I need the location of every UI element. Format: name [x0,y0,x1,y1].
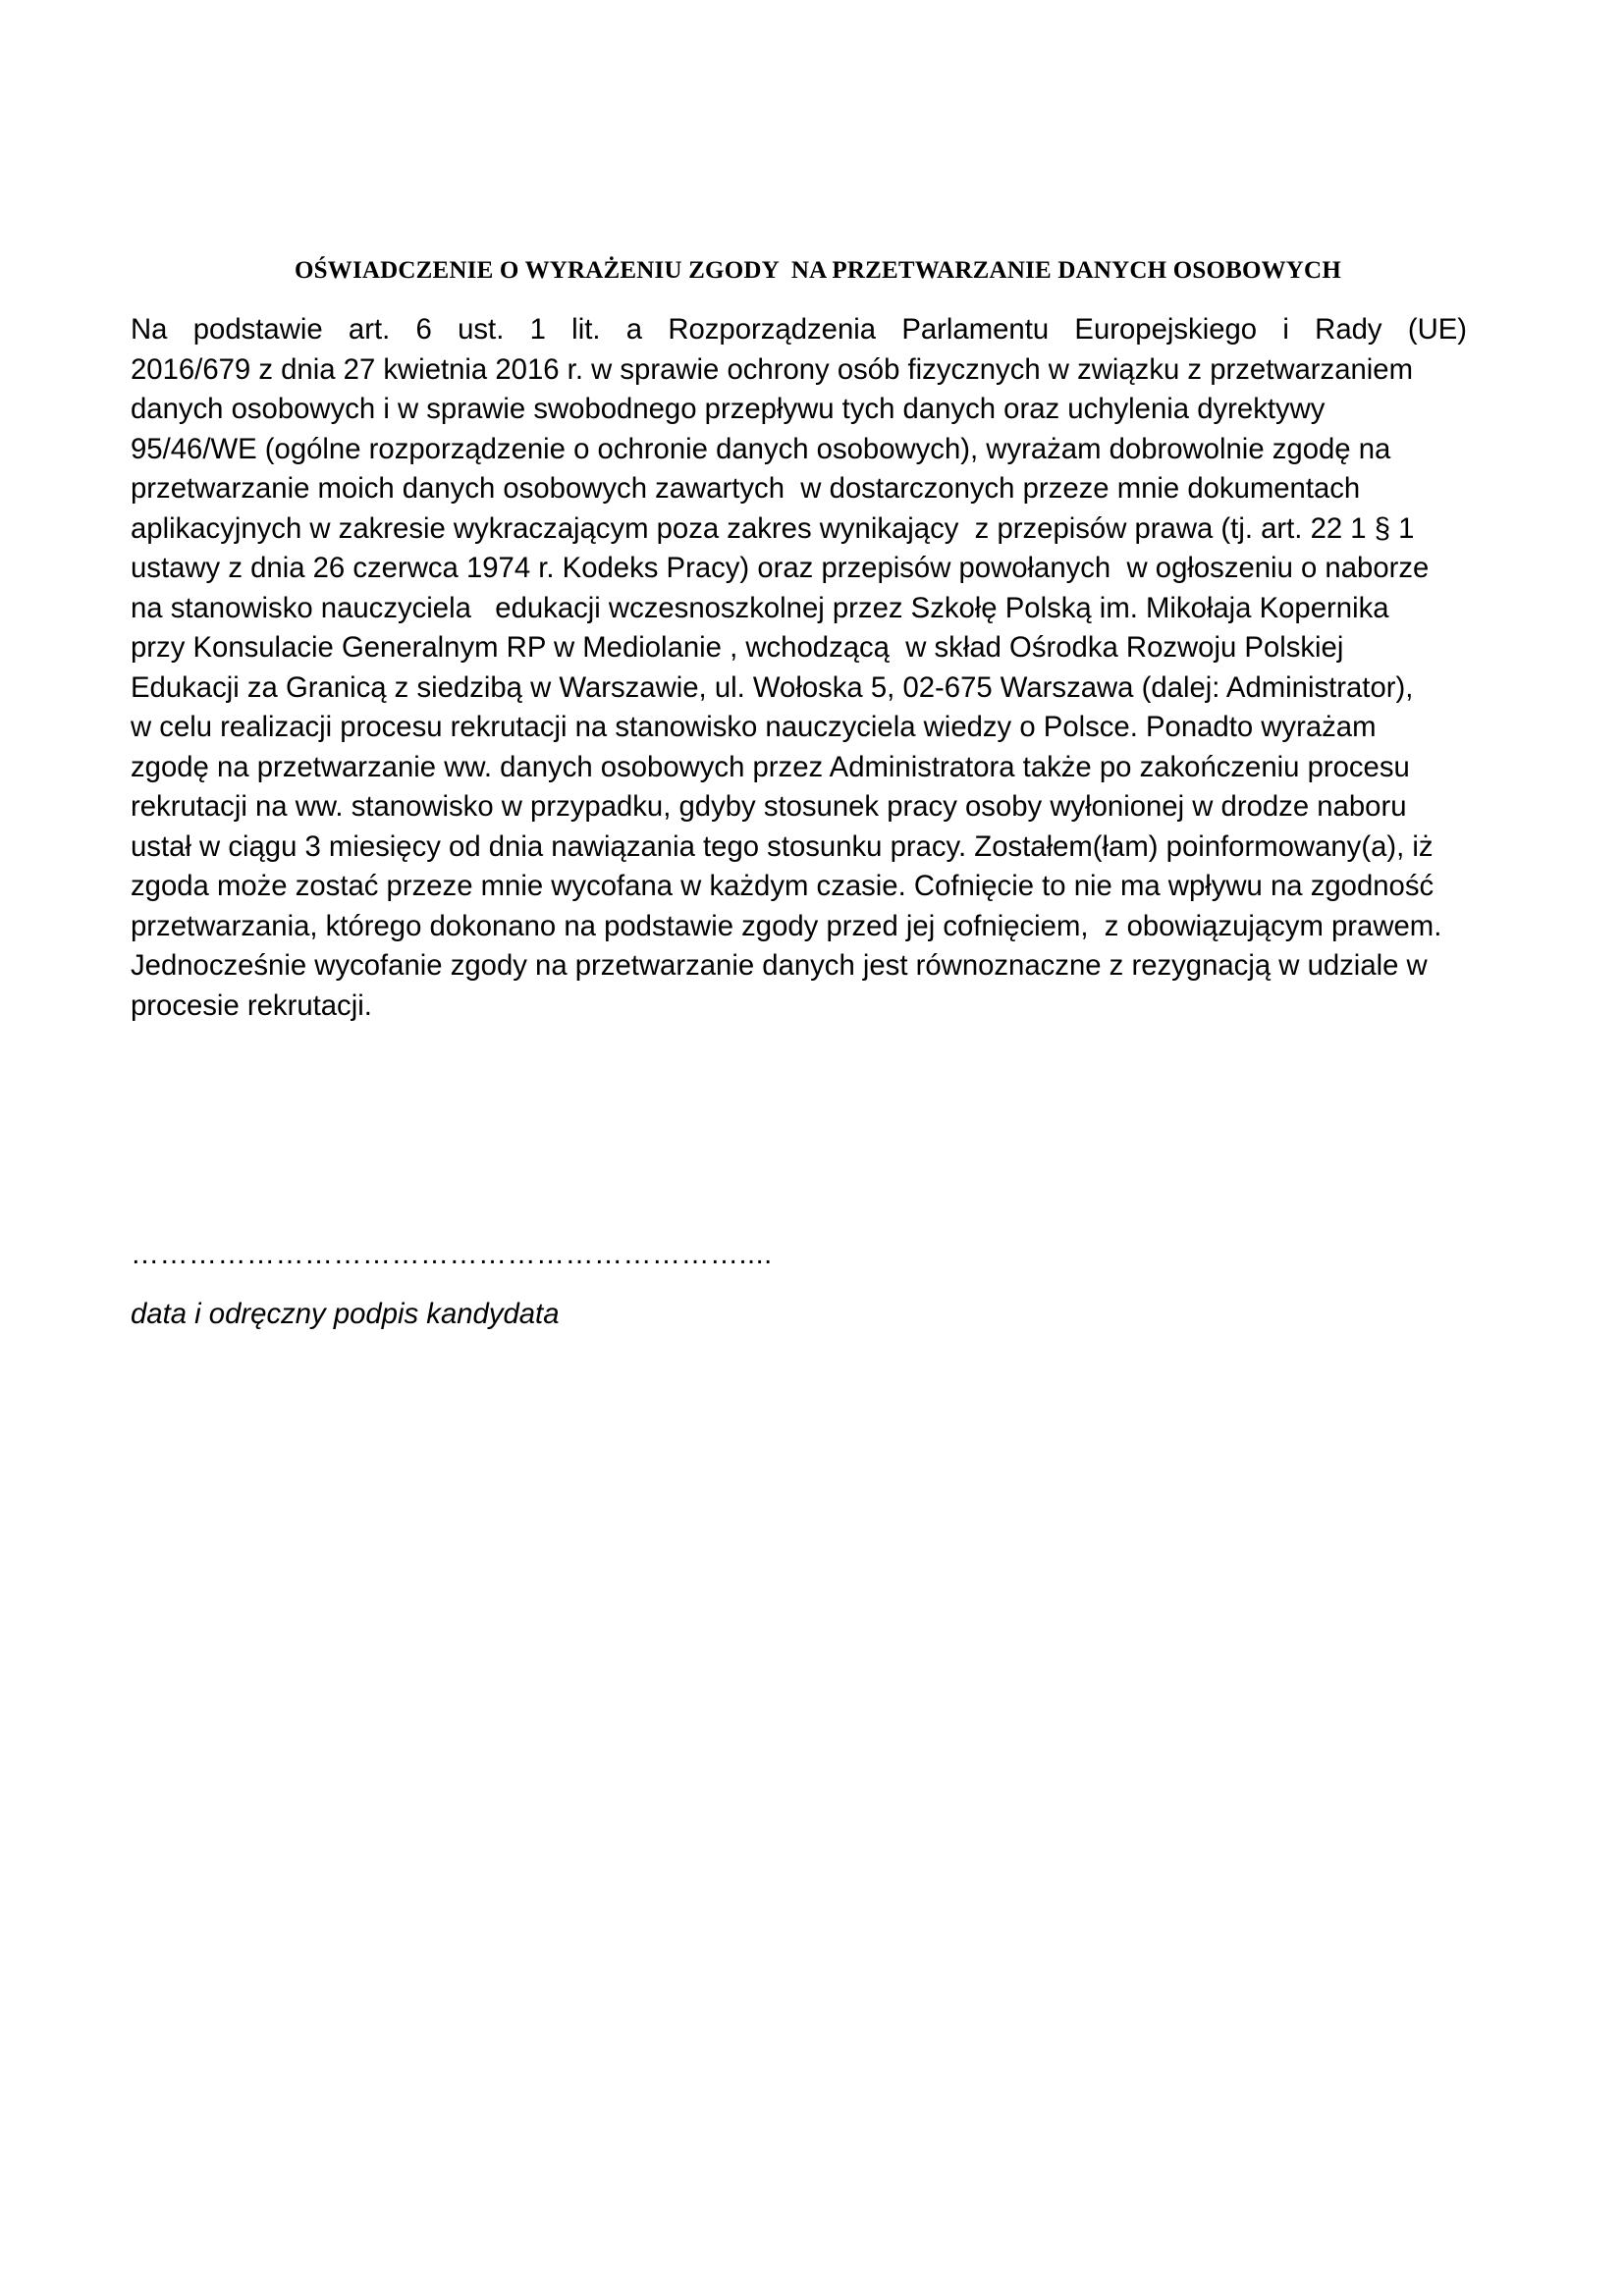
body-line: 2016/679 z dnia 27 kwietnia 2016 r. w sprawie ochrony osób fizycznych w związku z przetwarzaniem [131,352,1413,386]
body-line: przetwarzania, którego dokonano na podstawie zgody przed jej cofnięciem, z obowiązującym prawem. [131,909,1442,942]
body-line: aplikacyjnych w zakresie wykraczającym poza zakres wynikający z przepisów prawa (tj. art. 22 1 § 1 [131,511,1415,545]
signature-line: ……………………………………………………….... [131,1239,773,1270]
signature-caption: data i odręczny podpis kandydata [131,1298,560,1330]
body-line: procesie rekrutacji. [131,988,372,1022]
body-line: danych osobowych i w sprawie swobodnego przepływu tych danych oraz uchylenia dyrektywy [131,393,1326,425]
document-title: OŚWIADCZENIE O WYRAŻENIU ZGODY NA PRZETWARZANIE DANYCH OSOBOWYCH [295,257,1341,284]
consent-body [131,310,1525,1026]
body-line: ustał w ciągu 3 miesięcy od dnia nawiązania tego stosunku pracy. Zostałem(łam) poinformowany(a), iż [131,829,1434,863]
body-line: Jednocześnie wycofanie zgody na przetwarzanie danych jest równoznaczne z rezygnacją w udziale w [131,949,1428,982]
body-line: Na podstawie art. 6 ust. 1 lit. a Rozporządzenia Parlamentu Europejskiego i Rady (UE) [131,313,1468,346]
body-line: zgoda może zostać przeze mnie wycofana w każdym czasie. Cofnięcie to nie ma wpływu na zgodność [131,870,1435,902]
body-line: przetwarzanie moich danych osobowych zawartych w dostarczonych przeze mnie dokumentach [131,472,1361,505]
body-line: ustawy z dnia 26 czerwca 1974 r. Kodeks Pracy) oraz przepisów powołanych w ogłoszeniu o naborze [131,552,1430,584]
body-line: zgodę na przetwarzanie ww. danych osobowych przez Administratora także po zakończeniu procesu [131,750,1410,783]
body-line: na stanowisko nauczyciela edukacji wczesnoszkolnej przez Szkołę Polską im. Mikołaja Kopernika [131,591,1389,624]
body-line: przy Konsulacie Generalnym RP w Mediolanie , wchodzącą w skład Ośrodka Rozwoju Polskiej [131,631,1344,664]
body-line: rekrutacji na ww. stanowisko w przypadku, gdyby stosunek pracy osoby wyłonionej w drodze naboru [131,790,1407,823]
body-line: Edukacji za Granicą z siedzibą w Warszawie, ul. Wołoska 5, 02-675 Warszawa (dalej: Administrator), [131,670,1414,704]
body-line: 95/46/WE (ogólne rozporządzenie o ochronie danych osobowych), wyrażam dobrowolnie zgodę na [131,432,1391,465]
body-line: w celu realizacji procesu rekrutacji na stanowisko nauczyciela wiedzy o Polsce. Ponadto wyrażam [131,711,1377,743]
